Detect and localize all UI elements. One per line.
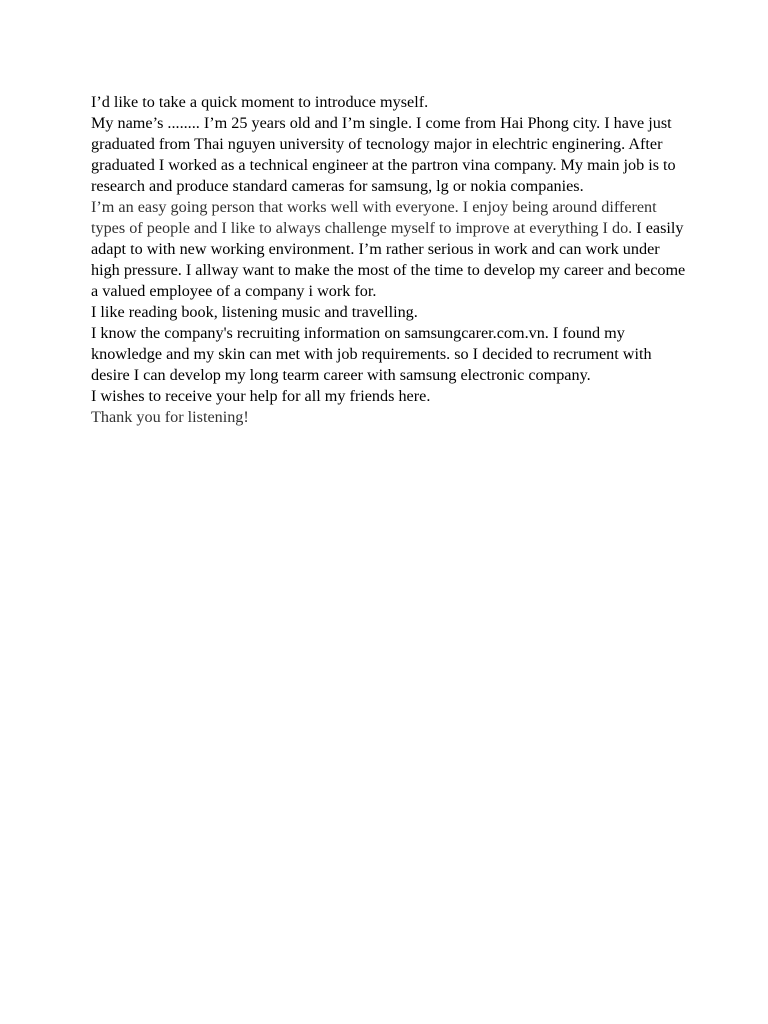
intro-paragraph: I’d like to take a quick moment to introduce myself.: [91, 93, 429, 111]
hobbies-paragraph: I like reading book, listening music and travelling.: [91, 303, 418, 321]
company-paragraph: I know the company's recruiting information on samsungcarer.com.vn. I found my knowledge and my skin can met with job requirements. so I decided to recrument with desire I can develop my long tearm career with samsung electronic company.: [91, 324, 652, 384]
document-body: [91, 92, 691, 428]
personality-text-part1: I’m an easy going person that works well with everyone. I enjoy being around different types of people and I like to always challenge myself to improve at everything I do.: [91, 198, 657, 237]
name-paragraph: My name’s ........ I’m 25 years old and I’m single. I come from Hai Phong city. I have just graduated from Thai nguyen university of tecnology major in elechtric enginering. After graduated I worked as a technical engineer at the partron vina company. My main job is to research and produce standard cameras for samsung, lg or nokia companies.: [91, 114, 676, 195]
thanks-paragraph: Thank you for listening!: [91, 408, 249, 426]
personality-text-part2: I easily adapt to with new working environment. I’m rather serious in work and can work under high pressure. I allway want to make the most of the time to develop my career and become a valued employee of a company i work for.: [91, 219, 686, 300]
personality-paragraph: [91, 197, 691, 302]
wish-paragraph: I wishes to receive your help for all my friends here.: [91, 387, 431, 405]
